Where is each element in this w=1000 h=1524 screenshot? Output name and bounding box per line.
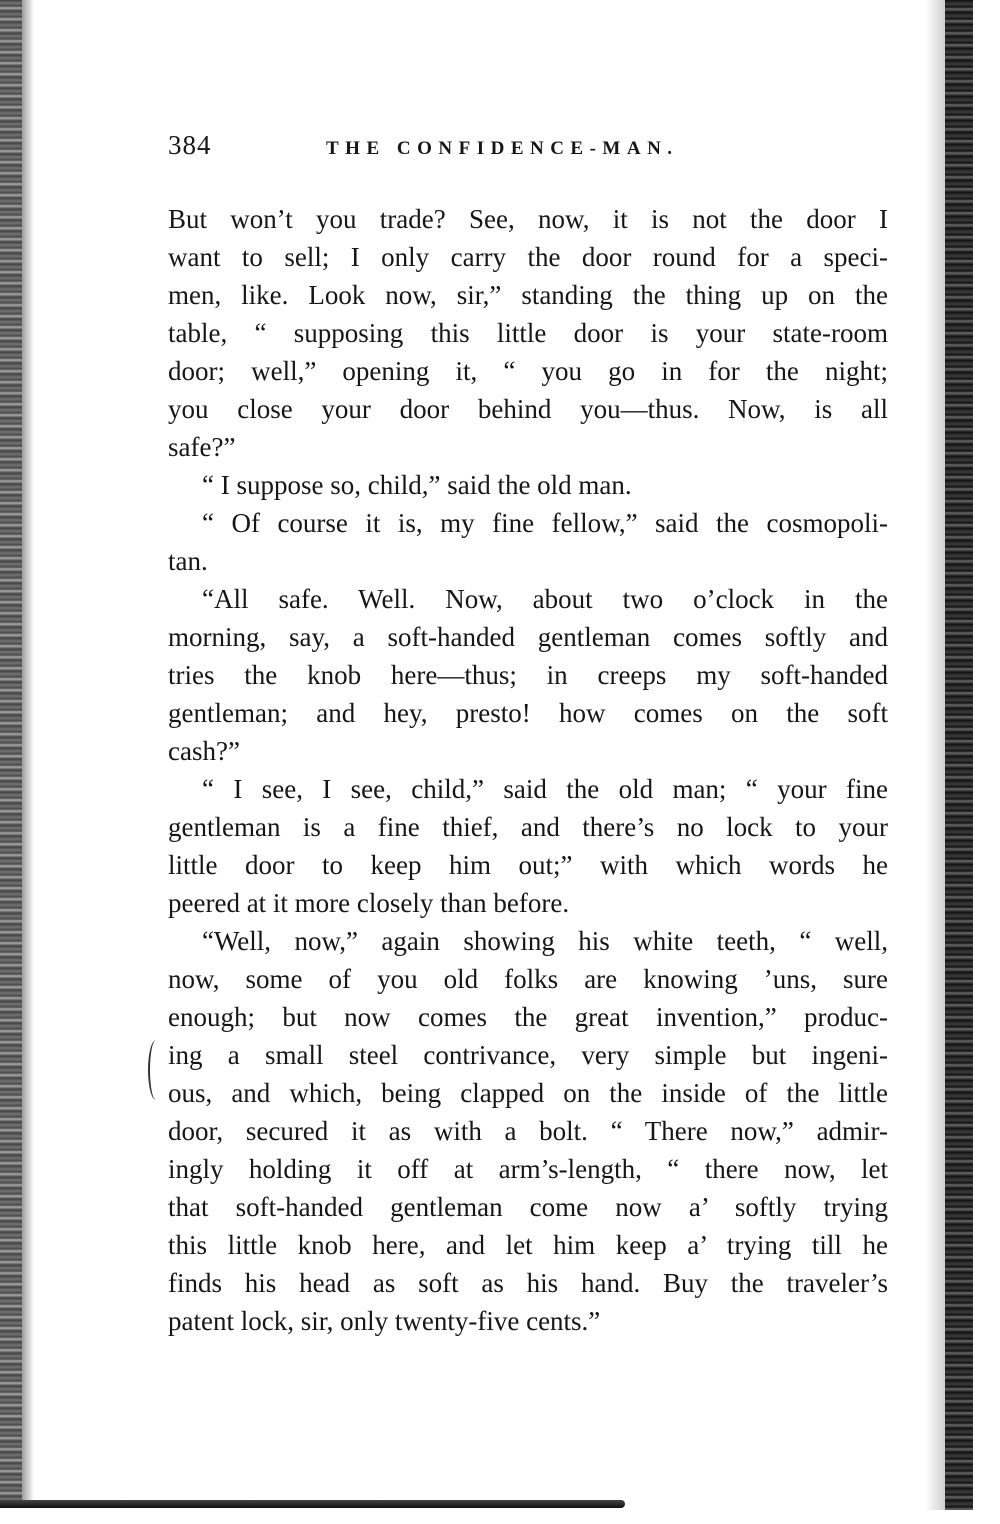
text-line: table, “ supposing this little door is your state-room: [168, 318, 888, 348]
text-line: little door to keep him out;” with which words he: [168, 850, 888, 880]
text-line: “ Of course it is, my fine fellow,” said the cosmopoli-: [202, 508, 888, 538]
text-line: gentleman is a fine thief, and there’s no lock to your: [168, 812, 888, 842]
text-line: want to sell; I only carry the door round for a speci-: [168, 242, 888, 272]
running-head: [168, 130, 888, 170]
bottom-page-edge: [0, 1500, 625, 1508]
left-binding-shadow: [22, 0, 34, 1500]
text-line: peered at it more closely than before.: [168, 888, 570, 918]
text-line: ous, and which, being clapped on the inside of the little: [168, 1078, 888, 1108]
text-line: enough; but now comes the great invention,” produc-: [168, 1002, 888, 1032]
margin-bracket-mark: [148, 1040, 164, 1100]
text-line: tan.: [168, 546, 208, 576]
text-line: ing a small steel contrivance, very simple but ingeni-: [168, 1040, 888, 1070]
running-title: THE CONFIDENCE-MAN.: [326, 138, 679, 159]
text-line: “ I suppose so, child,” said the old man.: [202, 470, 632, 500]
text-line: tries the knob here—thus; in creeps my soft-handed: [168, 660, 888, 690]
text-line: you close your door behind you—thus. Now, is all: [168, 394, 888, 424]
text-line: safe?”: [168, 432, 236, 462]
right-page-edge: [945, 0, 973, 1510]
text-line: “ I see, I see, child,” said the old man; “ your fine: [202, 774, 888, 804]
text-line: men, like. Look now, sir,” standing the thing up on the: [168, 280, 888, 310]
text-line: morning, say, a soft-handed gentleman comes softly and: [168, 622, 888, 652]
right-edge-shadow: [925, 0, 945, 1510]
text-line: gentleman; and hey, presto! how comes on the soft: [168, 698, 888, 728]
text-line: that soft-handed gentleman come now a’ softly trying: [168, 1192, 888, 1222]
text-line: patent lock, sir, only twenty-five cents.”: [168, 1306, 601, 1336]
text-line: door, secured it as with a bolt. “ There now,” admir-: [168, 1116, 888, 1146]
body-text: [168, 200, 888, 1340]
text-line: now, some of you old folks are knowing ’uns, sure: [168, 964, 888, 994]
text-line: door; well,” opening it, “ you go in for the night;: [168, 356, 888, 386]
text-line: “All safe. Well. Now, about two o’clock in the: [202, 584, 888, 614]
text-line: “Well, now,” again showing his white teeth, “ well,: [202, 926, 888, 956]
page-number: 384: [168, 130, 212, 160]
text-line: But won’t you trade? See, now, it is not the door I: [168, 204, 888, 234]
left-binding-edge: [0, 0, 22, 1500]
text-line: finds his head as soft as his hand. Buy the traveler’s: [168, 1268, 888, 1298]
text-line: ingly holding it off at arm’s-length, “ there now, let: [168, 1154, 888, 1184]
text-line: cash?”: [168, 736, 240, 766]
text-line: this little knob here, and let him keep a’ trying till he: [168, 1230, 888, 1260]
